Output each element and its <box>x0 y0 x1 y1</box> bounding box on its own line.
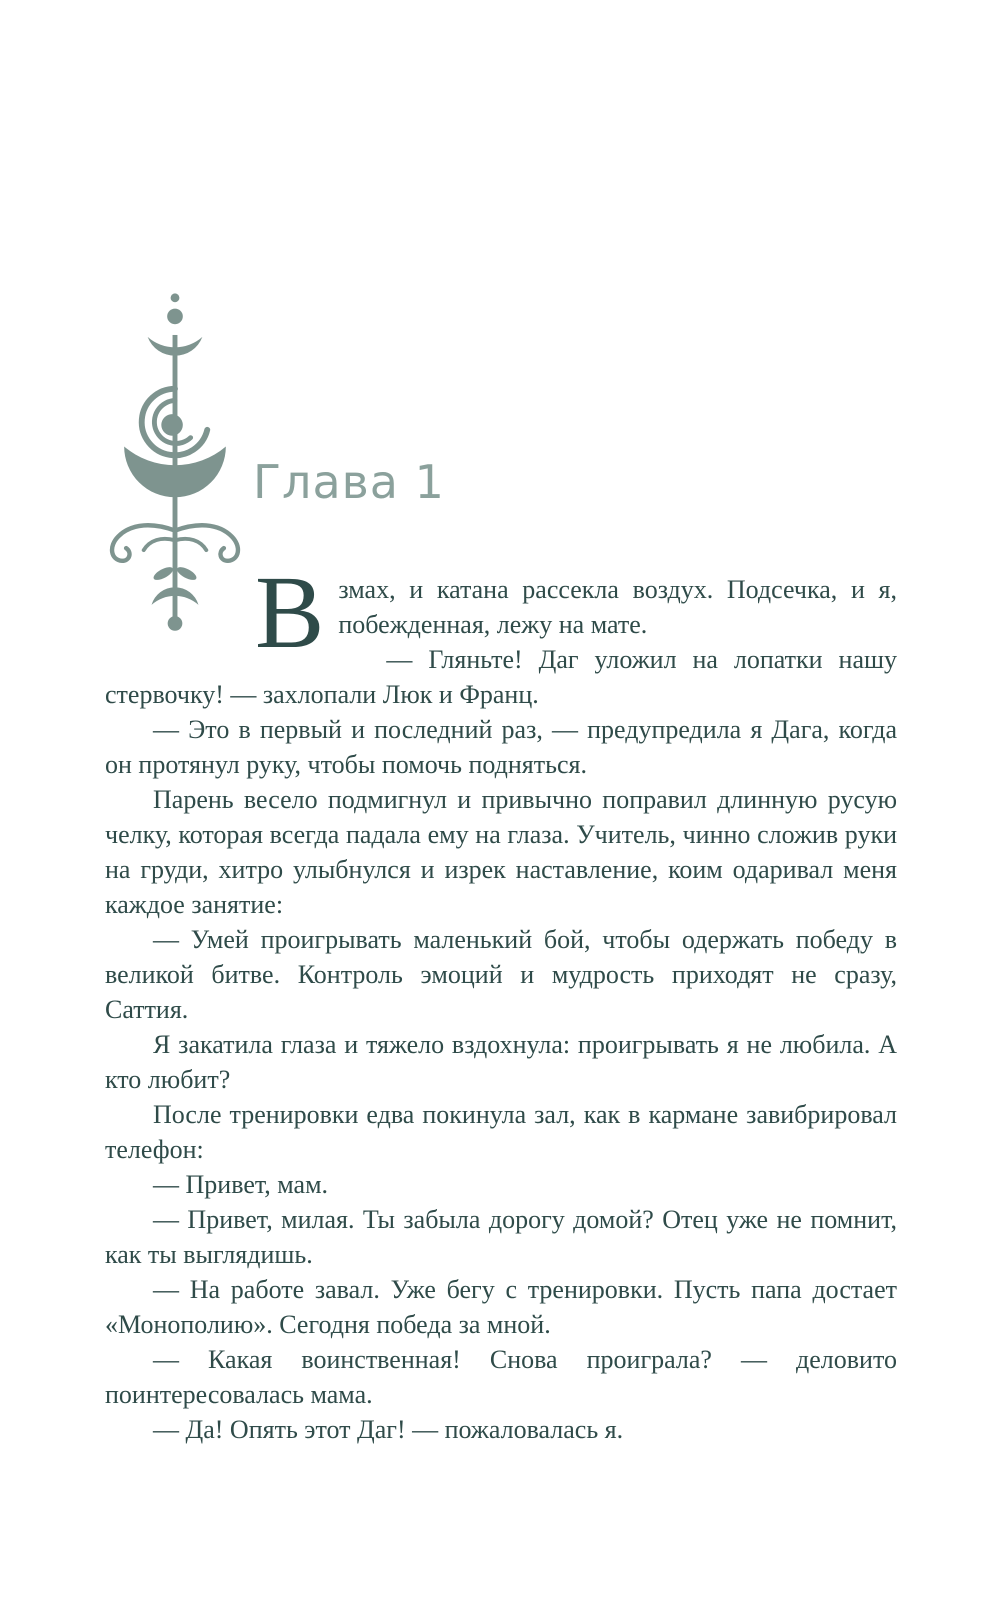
chapter-title: Глава 1 <box>253 455 445 509</box>
chapter-text <box>105 555 897 1447</box>
paragraph: — Это в первый и последний раз, — предупредила я Дага, когда он протянул руку, чтобы помочь подняться. <box>105 715 897 779</box>
paragraph: Парень весело подмигнул и привычно поправил длинную русую челку, которая всегда падала ему на глаза. Учитель, чинно сложив руки на груди, хитро улыбнулся и изрек наставление, коим одаривал меня каждое занятие: <box>105 785 897 919</box>
drop-cap: В <box>255 555 325 670</box>
paragraph: — Гляньте! Даг уложил на лопатки нашу стервочку! — захлопали Люк и Франц. <box>105 645 897 709</box>
paragraph: Я закатила глаза и тяжело вздохнула: проигрывать я не любила. А кто любит? <box>105 1030 897 1094</box>
paragraph: — На работе завал. Уже бегу с тренировки. Пусть папа достает «Монополию». Сегодня победа за мной. <box>105 1275 897 1339</box>
paragraph: — Какая воинственная! Снова проиграла? — деловито поинтересовалась мама. <box>105 1345 897 1409</box>
paragraph <box>255 555 897 670</box>
paragraph: — Да! Опять этот Даг! — пожаловалась я. <box>153 1415 624 1444</box>
paragraph: — Привет, милая. Ты забыла дорогу домой? Отец уже не помнит, как ты выглядишь. <box>105 1205 897 1269</box>
paragraph: После тренировки едва покинула зал, как в кармане завибрировал телефон: <box>105 1100 897 1164</box>
paragraph: — Привет, мам. <box>153 1170 329 1199</box>
paragraph: — Умей проигрывать маленький бой, чтобы одержать победу в великой битве. Контроль эмоций и мудрость приходят не сразу, Саттия. <box>105 925 897 1024</box>
opening-paragraph-text: змах, и катана рассекла воздух. Подсечка, и я, побежденная, лежу на мате. <box>338 575 897 639</box>
